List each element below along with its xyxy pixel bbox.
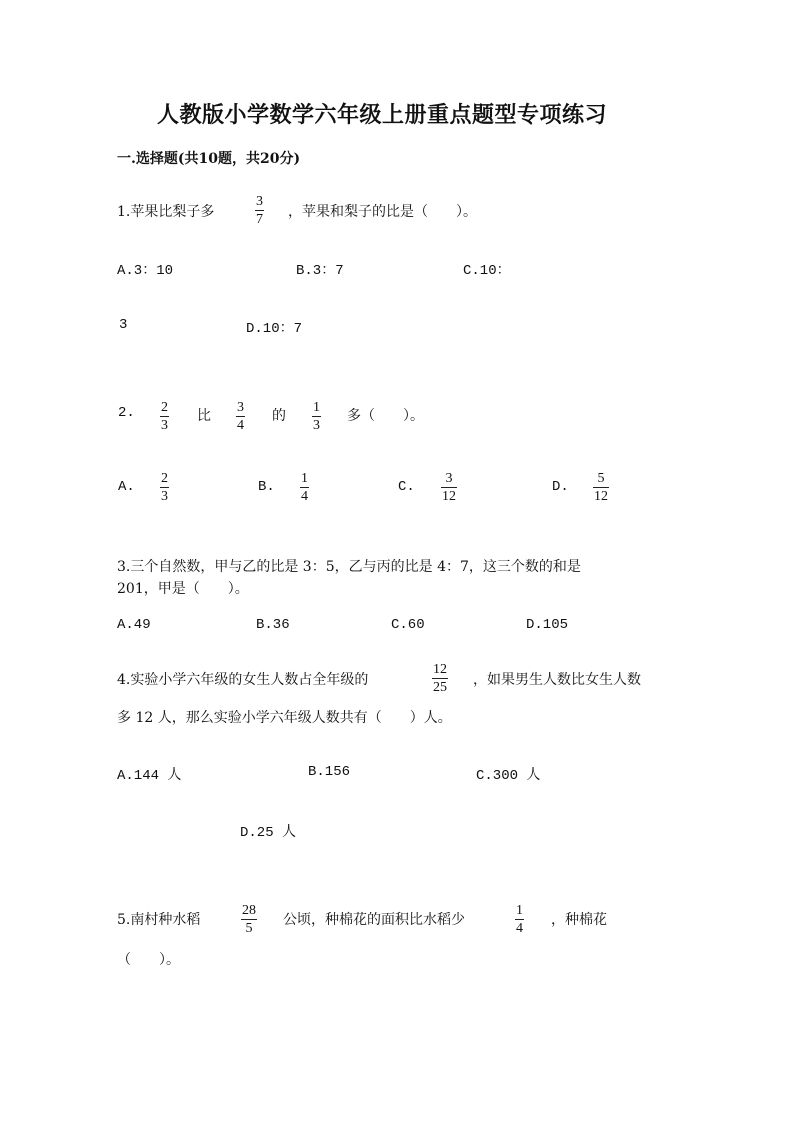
q1-option-d[interactable]: D.10：7 [246,321,303,337]
q4-option-a[interactable]: A.144 人 [117,768,182,784]
q2-number: 2. [118,405,135,421]
q2-option-d-fraction [593,471,609,504]
q1-fraction-numerator: 3 [256,194,263,209]
q2-suffix: 多（ ）。 [347,408,424,424]
fraction-numerator: 5 [597,471,605,486]
q2-option-b-fraction [300,471,309,504]
q2-fraction-1 [160,400,169,433]
q4-line-2: 多 12 人，那么实验小学六年级人数共有（ ）人。 [117,710,452,726]
fraction-bar [160,487,169,488]
q5-fraction-2 [515,903,524,936]
q2-option-d-label[interactable]: D. [552,479,569,495]
q4-option-b[interactable]: B.156 [308,764,351,780]
fraction-bar [241,919,257,920]
q1-option-b[interactable]: B.3：7 [296,263,344,279]
q2-word-bi: 比 [197,408,211,424]
q1-fraction [255,194,264,227]
q3-line-1: 3.三个自然数，甲与乙的比是 3：5，乙与丙的比是 4：7，这三个数的和是 [117,559,581,575]
q1-fraction-denominator: 7 [256,212,263,227]
q2-fraction-3 [312,400,321,433]
fraction-denominator: 4 [301,489,308,504]
q4-option-c[interactable]: C.300 人 [476,768,541,784]
q2-fraction-2 [236,400,245,433]
fraction-denominator: 3 [161,489,168,504]
fraction-numerator: 3 [445,471,453,486]
q3-option-b[interactable]: B.36 [256,617,290,633]
q4-prefix: 4.实验小学六年级的女生人数占全年级的 [117,672,369,688]
fraction-numerator: 1 [301,471,308,486]
q5-fraction-1-numerator: 28 [242,903,256,918]
fraction-denominator: 12 [442,489,456,504]
fraction-bar [300,487,309,488]
q4-fraction-denominator: 25 [433,680,447,695]
q2-option-a-fraction [160,471,169,504]
q1-option-c[interactable]: C.10： [463,263,511,279]
q5-suffix: ，种棉花 [551,912,607,928]
fraction-bar [432,678,448,679]
q5-fraction-1-denominator: 5 [245,921,253,936]
q2-fraction-3-denominator: 3 [313,418,320,433]
q1-prefix: 1.苹果比梨子多 [117,204,215,220]
q3-option-c[interactable]: C.60 [391,617,425,633]
section-heading: 一.选择题(共10题，共20分) [117,151,301,167]
q3-line-2: 201，甲是（ ）。 [117,581,249,597]
q2-fraction-2-numerator: 3 [237,400,244,415]
q4-fraction [432,662,448,695]
page-title: 人教版小学数学六年级上册重点题型专项练习 [157,102,608,128]
q5-fraction-2-numerator: 1 [516,903,523,918]
q2-option-c-fraction [441,471,457,504]
q4-fraction-numerator: 12 [433,662,447,677]
q5-fraction-1 [241,903,257,936]
fraction-denominator: 12 [594,489,608,504]
fraction-bar [255,210,264,211]
q2-option-c-label[interactable]: C. [398,479,415,495]
fraction-bar [160,416,169,417]
q2-option-a-label[interactable]: A. [118,479,135,495]
q2-fraction-2-denominator: 4 [237,418,244,433]
fraction-bar [515,919,524,920]
q4-option-d[interactable]: D.25 人 [240,825,297,841]
q5-prefix: 5.南村种水稻 [117,912,201,928]
q3-option-a[interactable]: A.49 [117,617,151,633]
q1-option-a[interactable]: A.3：10 [117,263,174,279]
q4-suffix: ，如果男生人数比女生人数 [473,672,641,688]
q2-fraction-1-numerator: 2 [161,400,168,415]
q3-option-d[interactable]: D.105 [526,617,569,633]
q5-fraction-2-denominator: 4 [516,921,523,936]
q2-option-b-label[interactable]: B. [258,479,275,495]
q1-suffix: ，苹果和梨子的比是（ ）。 [288,204,477,220]
fraction-numerator: 2 [161,471,168,486]
q2-fraction-1-denominator: 3 [161,418,168,433]
q1-option-c-wrap: 3 [119,317,128,333]
fraction-bar [236,416,245,417]
fraction-bar [593,487,609,488]
q2-word-de: 的 [272,408,286,424]
q5-line-2: （ ）。 [117,952,180,968]
q5-middle: 公顷，种棉花的面积比水稻少 [283,912,465,928]
fraction-bar [312,416,321,417]
fraction-bar [441,487,457,488]
q2-fraction-3-numerator: 1 [313,400,320,415]
